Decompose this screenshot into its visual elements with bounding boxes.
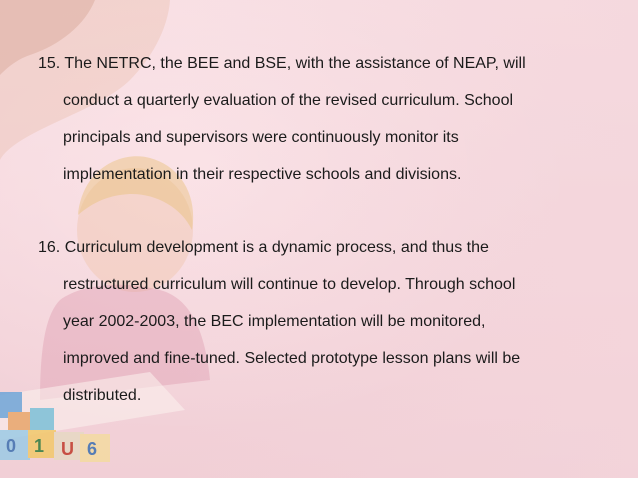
paragraph-line: year 2002-2003, the BEC implementation will be monitored,	[63, 313, 486, 330]
svg-text:0: 0	[6, 436, 17, 456]
paragraph-line: 15. The NETRC, the BEE and BSE, with the assistance of NEAP, will	[38, 55, 526, 72]
svg-text:1: 1	[34, 436, 45, 456]
svg-text:6: 6	[87, 439, 98, 459]
paragraph-line: implementation in their respective schools and divisions.	[63, 166, 462, 183]
paragraph-line: 16. Curriculum development is a dynamic process, and thus the	[38, 239, 489, 256]
svg-text:U: U	[61, 439, 74, 459]
paragraph-line: restructured curriculum will continue to develop. Through school	[63, 276, 516, 293]
paragraph-line: principals and supervisors were continuously monitor its	[63, 129, 459, 146]
paragraph-line: conduct a quarterly evaluation of the revised curriculum. School	[63, 92, 514, 109]
paragraph-line: distributed.	[63, 387, 142, 404]
paragraph-line: improved and fine-tuned. Selected prototype lesson plans will be	[63, 350, 521, 367]
